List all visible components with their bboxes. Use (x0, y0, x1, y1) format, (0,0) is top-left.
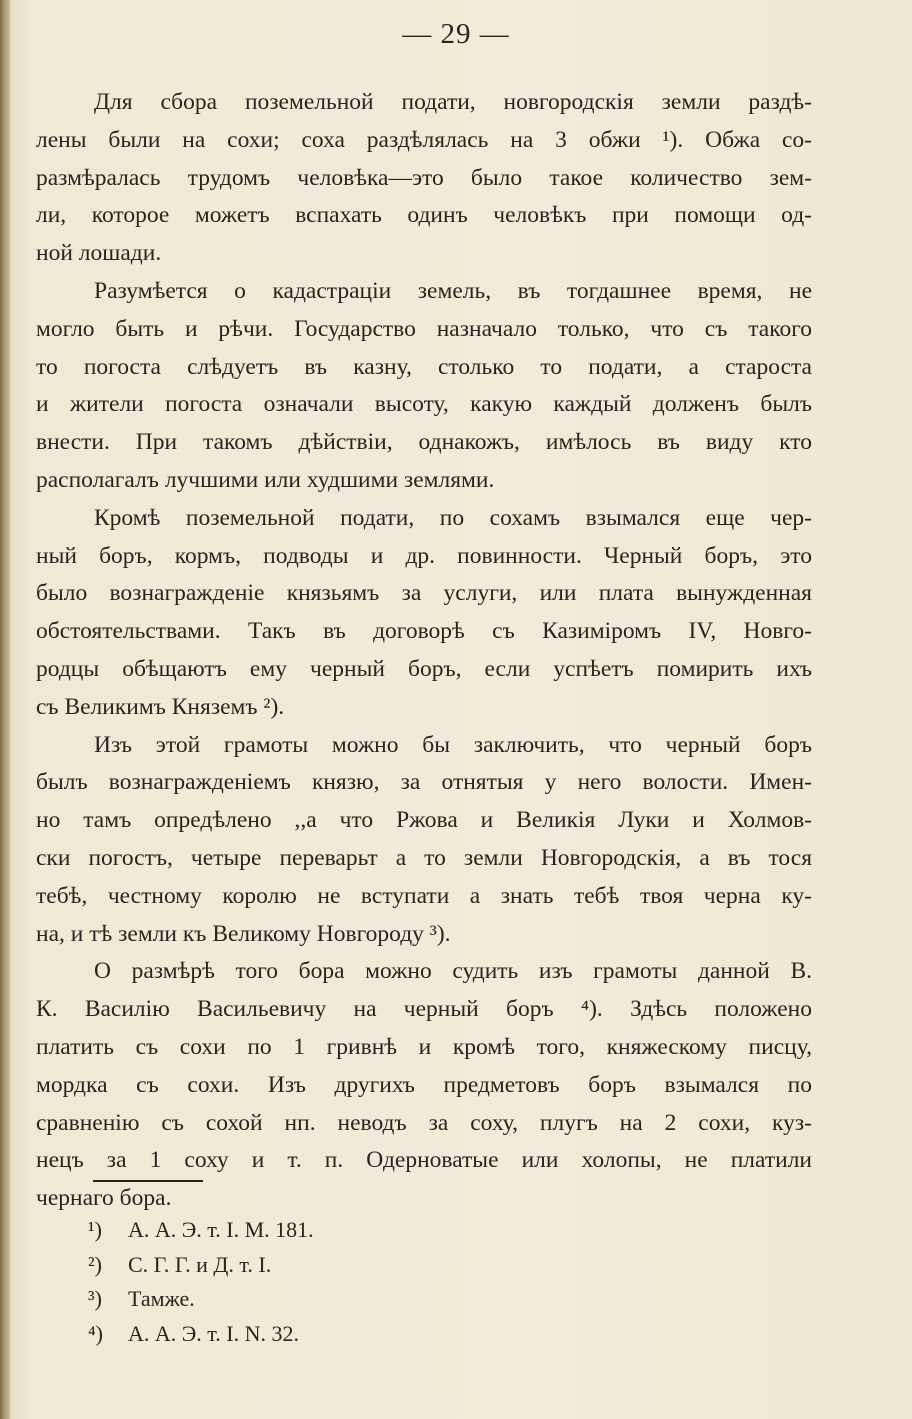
text-line: то погоста слѣдуетъ въ казну, столько то подати, а староста (36, 353, 812, 380)
text-line: ной лошади. (36, 240, 162, 267)
text-line: нецъ за 1 соху и т. п. Одерноватые или холопы, не платили (36, 1147, 812, 1174)
paragraph-2 (36, 273, 812, 500)
footnote (88, 1282, 488, 1317)
text-line: былъ вознагражденіемъ князю, за отнятыя у него волости. Имен- (36, 769, 812, 796)
paragraph-4 (36, 727, 812, 954)
text-line: тебѣ, честному королю не вступати а знать тебѣ твоя черна ку- (36, 882, 812, 909)
footnote-mark: ¹) (88, 1217, 102, 1242)
text-line: лены были на сохи; соха раздѣлялась на 3 обжи ¹). Обжа со- (36, 126, 812, 153)
text-line: ли, которое можетъ вспахать одинъ человѣкъ при помощи од- (36, 202, 812, 229)
text-line: ный боръ, кормъ, подводы и др. повинности. Черный боръ, это (36, 542, 812, 569)
footnote-text: А. А. Э. т. I. М. 181. (128, 1217, 314, 1242)
paragraph-3 (36, 500, 812, 727)
text-line: К. Василію Васильевичу на черный боръ ⁴). Здѣсь положено (36, 996, 812, 1023)
page-binding-edge (0, 0, 10, 1419)
text-line: съ Великимъ Княземъ ²). (36, 693, 285, 720)
page-number: — 29 — (402, 18, 510, 50)
footnote-mark: ⁴) (88, 1320, 103, 1346)
text-line: размѣралась трудомъ человѣка—это было такое количество зем- (36, 164, 812, 191)
text-line: О размѣрѣ того бора можно судить изъ грамоты данной В. (94, 958, 812, 985)
footnote (88, 1248, 488, 1283)
text-line: Кромѣ поземельной подати, по сохамъ взымался еще чер- (94, 504, 812, 531)
footnote (88, 1213, 488, 1248)
text-line: Разумѣется о кадастраціи земель, въ тогдашнее время, не (94, 277, 812, 304)
footnote-divider (93, 1180, 203, 1182)
body-text (36, 84, 812, 1218)
paragraph-1 (36, 84, 812, 273)
footnote-mark: ²) (88, 1251, 102, 1277)
text-line: но тамъ опредѣлено ,,а что Ржова и Великія Луки и Холмов- (36, 807, 812, 834)
text-line: платить съ сохи по 1 гривнѣ и кромѣ того, княжескому писцу, (36, 1033, 812, 1060)
text-line: Изъ этой грамоты можно бы заключить, что черный боръ (94, 731, 812, 758)
paragraph-5 (36, 953, 812, 1218)
text-line: могло быть и рѣчи. Государство назначало только, что съ такого (36, 315, 812, 342)
footnote-text: Тамже. (128, 1286, 195, 1311)
text-line: на, и тѣ земли къ Великому Новгороду ³). (36, 920, 451, 947)
text-line: внести. При такомъ дѣйствіи, однакожъ, имѣлось въ виду кто (36, 429, 812, 456)
text-line: и жители погоста означали высоту, какую каждый долженъ былъ (36, 391, 812, 418)
text-line: было вознагражденіе князьямъ за услуги, или плата вынужденная (36, 580, 812, 607)
footnote (88, 1317, 488, 1352)
text-line: обстоятельствами. Такъ въ договорѣ съ Казиміромъ IV, Новго- (36, 618, 812, 645)
footnote-text: А. А. Э. т. I. N. 32. (128, 1320, 299, 1346)
footnotes (88, 1213, 488, 1351)
text-line: Для сбора поземельной подати, новгородскія земли раздѣ- (94, 89, 812, 115)
footnote-mark: ³) (88, 1286, 102, 1311)
text-line: располагалъ лучшими или худшими землями. (36, 466, 495, 493)
text-line: мордка съ сохи. Изъ другихъ предметовъ боръ взымался по (36, 1071, 812, 1098)
text-line: родцы обѣщаютъ ему черный боръ, если успѣетъ помирить ихъ (36, 655, 812, 682)
text-line: сравненію съ сохой нп. неводъ за соху, плугъ на 2 сохи, куз- (36, 1109, 812, 1136)
text-line: чернаго бора. (36, 1185, 172, 1212)
text-line: ски погостъ, четыре переварьт а то земли Новгородскія, а въ тося (36, 844, 812, 871)
footnote-text: С. Г. Г. и Д. т. I. (128, 1251, 272, 1277)
